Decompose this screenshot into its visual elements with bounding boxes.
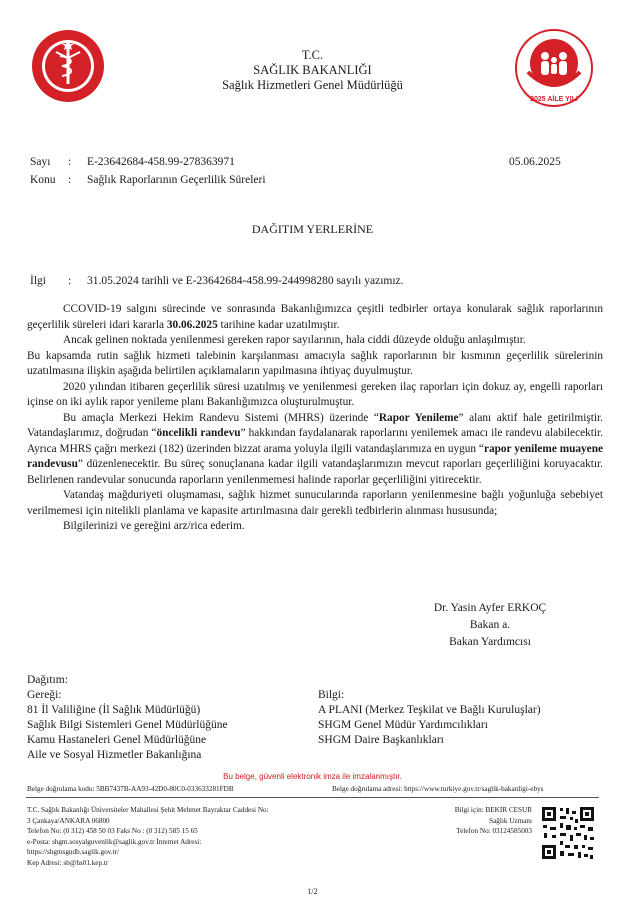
signatory-title: Bakan Yardımcısı [449, 636, 531, 648]
list-item: A PLANI (Merkez Teşkilat ve Bağlı Kuruluşlar) [318, 704, 541, 716]
letterhead-directorate: Sağlık Hizmetleri Genel Müdürlüğü [222, 78, 403, 92]
letterhead [0, 48, 625, 93]
konu-colon: : [68, 174, 72, 186]
list-item: SHGM Daire Başkanlıkları [318, 734, 444, 746]
list-item: Aile ve Sosyal Hizmetler Bakanlığına [27, 749, 202, 761]
gereg-label: Gereği: [27, 689, 62, 701]
sayi-value: E-23642684-458.99-278363971 [87, 156, 235, 168]
bilgi-list [318, 703, 541, 748]
distribution-heading: Dağıtım: [27, 674, 68, 686]
paragraph-2b: Bu kapsamda rutin sağlık hizmeti talebinin karşılanması amacıyla sağlık raporlarının bir kısmının geçerlilik sürelerinin uzatılmasına ilişkin aşağıda belirtilen açıklamaların yapılmasına ihtiyaç duyulmuştur. [27, 349, 603, 377]
konu-label: Konu [30, 174, 56, 186]
sayi-colon: : [68, 156, 72, 168]
paragraph-1: CCOVID-19 salgını sürecinde ve sonrasında Bakanlığımızca çeşitli tedbirler ortaya konularak sağlık raporlarının geçerlilik süreleri idari kararla 30.06.2025 tarihine kadar uzatılmıştır. [27, 303, 603, 331]
esign-notice: Bu belge, güvenli elektronik imza ile imzalanmıştır. [223, 772, 402, 781]
qr-code-icon [540, 805, 596, 861]
signatory-line2: Bakan a. [469, 619, 511, 631]
sayi-label: Sayı [30, 156, 51, 168]
footer-divider [26, 797, 599, 798]
letterhead-tc: T.C. [301, 48, 324, 62]
paragraph-5: Vatandaş mağduriyeti oluşmaması, sağlık hizmet sunucularında raporların yenilenmesine bağlı yoğunluğa sebebiyet verilmemesi için nitelikli planlama ve kapasite artırılmasına dair gerekli tedbirlerin alınması hususunda; [27, 489, 603, 517]
svg-text:2025 AİLE YILI: 2025 AİLE YILI [530, 96, 578, 103]
signature-block [400, 600, 580, 651]
document-title: DAĞITIM YERLERİNE [251, 222, 374, 236]
list-item: Sağlık Bilgi Sistemleri Genel Müdürlüğüne [27, 719, 228, 731]
ilgi-label: İlgi [30, 275, 46, 287]
ilgi-value: 31.05.2024 tarihli ve E-23642684-458.99-244998280 sayılı yazımız. [87, 275, 404, 287]
paragraph-3: 2020 yılından itibaren geçerlilik süresi uzatılmış ve yenilenmesi gereken ilaç raporları için dokuz ay, engelli raporları içinse on iki aylık rapor yenileme planı Bakanlığımızca oluşturulmuştur. [27, 380, 603, 408]
document-date: 05.06.2025 [509, 156, 561, 168]
signatory-name: Dr. Yasin Ayfer ERKOÇ [433, 602, 547, 614]
gereg-list [27, 703, 228, 763]
ilgi-colon: : [68, 275, 72, 287]
list-item: 81 İl Valiliğine (İl Sağlık Müdürlüğü) [27, 704, 201, 716]
letter-body [27, 302, 603, 535]
letterhead-ministry: SAĞLIK BAKANLIĞI [253, 63, 372, 77]
footer-contact: Bilgi için: BEKİR CESUR Sağlık Uzmanı Telefon No: 03124585003 [454, 806, 532, 835]
page-number: 1/2 [307, 887, 318, 896]
paragraph-2: Ancak gelinen noktada yenilenmesi gereken rapor sayılarının, hala ciddi düzeyde olduğu anlaşılmıştır. [63, 334, 526, 346]
konu-value: Sağlık Raporlarının Geçerlilik Süreleri [87, 174, 266, 186]
bilgi-label: Bilgi: [318, 689, 345, 701]
verify-address[interactable]: Belge doğrulama adresi: https://www.turkiye.gov.tr/saglik-bakanligi-ebys [332, 785, 544, 793]
paragraph-4: Bu amaçla Merkezi Hekim Randevu Sistemi (MHRS) üzerinde “Rapor Yenileme” alanı aktif hale getirilmiştir. Vatandaşlarımız, doğrudan “öncelikli randevu” hakkından faydalanarak raporlarını yenilemek amacı ile randevu alabilecektir. Ayrıca MHRS çağrı merkezi (182) üzerinden bizzat arama yoluyla ilgili vatandaşlarımıza en uygun “rapor yenileme muayene randevusu” düzenlenecektir. Bu süreç sonuçlanana kadar ilgili vatandaşlarımızın mevcut raporları geçerliliğini koruyacaktır. Belirlenen randevular sonucunda raporların yenilenmemesi halinde raporlar geçerliliğini yitirecektir. [27, 411, 603, 486]
list-item: SHGM Genel Müdür Yardımcılıkları [318, 719, 488, 731]
paragraph-6: Bilgilerinizi ve gereğini arz/rica ederim. [63, 520, 245, 532]
footer-address: T.C. Sağlık Bakanlığı Üniversiteler Mahallesi Şehit Mehmet Bayraktar Caddesi No: 3 Çankaya/ANKARA 06800 Telefon No: (0 312) 458 50 03 Faks No : (0 312) 585 15 65 e-Posta: shgm.sosyalguvenlik@saglik.gov.tr İnternet Adresi: https://shgmsgudb.saglik.gov.tr/ Kep Adresi: sb@hs01.kep.tr [27, 806, 269, 867]
list-item: Kamu Hastaneleri Genel Müdürlüğüne [27, 734, 207, 746]
verify-code: Belge doğrulama kodu: 5BB7437B-AA93-42D0-80C0-033633281FDB [27, 785, 234, 793]
